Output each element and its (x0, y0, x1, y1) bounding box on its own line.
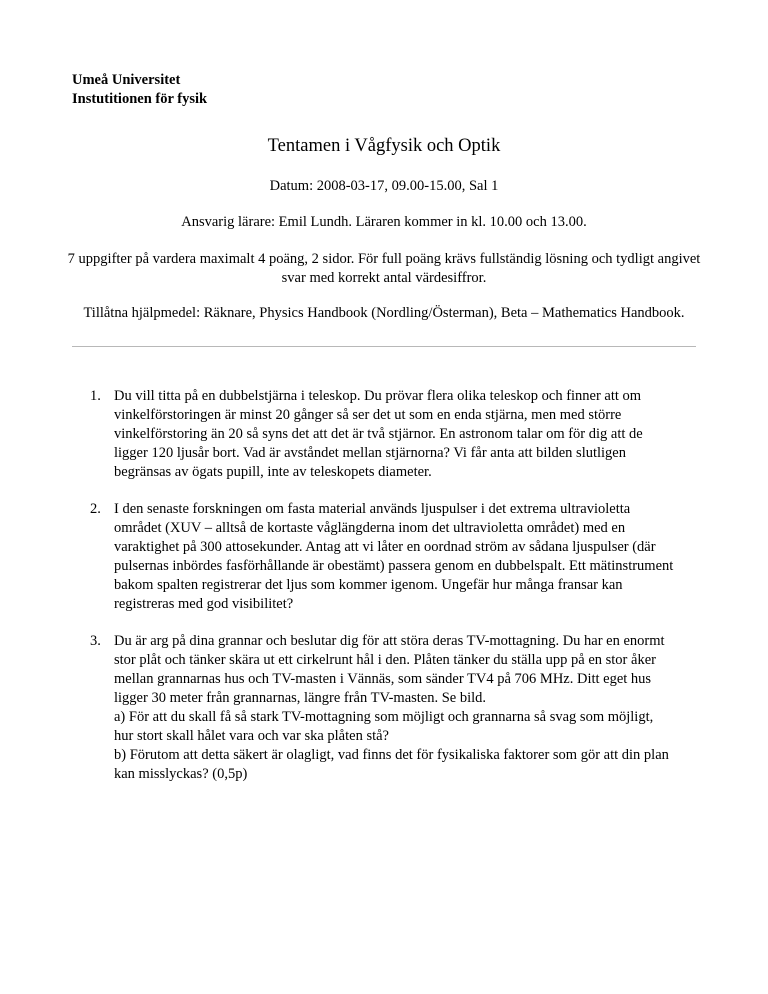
allowed-aids: Tillåtna hjälpmedel: Räknare, Physics Handbook (Nordling/Österman), Beta – Mathematics Handbook. (83, 305, 685, 321)
question-line: ligger 120 ljusår bort. Vad är avståndet mellan stjärnorna? Vi får anta att bilden slutligen (114, 445, 626, 461)
tasks-info: 7 uppgifter på vardera maximalt 4 poäng, 2 sidor. För full poäng krävs fullständig lösning och tydligt angivet svar med korrekt antal värdesiffror. (67, 251, 701, 286)
horizontal-divider (72, 346, 696, 347)
question-line: området (XUV – alltså de kortaste våglängderna inom det ultravioletta området) med en (114, 520, 626, 536)
question-number: 1. (90, 388, 101, 404)
question-3 (90, 632, 702, 784)
question-line: pulsernas inbördes fasförhållande är obestämt) passera genom en dubbelspalt. Ett mätinstrument (114, 558, 674, 574)
question-line: bakom spalten registrerar det ljus som kommer igenom. Ungefär hur många fransar kan (114, 577, 623, 593)
question-line: registreras med god visibilitet? (114, 596, 294, 612)
question-2 (90, 500, 702, 614)
exam-title: Tentamen i Vågfysik och Optik (267, 136, 501, 156)
question-text (114, 632, 702, 784)
question-line: a) För att du skall få så stark TV-mottagning som möjligt och grannarna så svag som möjligt, (114, 709, 654, 725)
question-line: stor plåt och tänker skära ut ett cirkelrunt hål i den. Plåten tänker du ställa upp på en stor åker (114, 652, 656, 668)
responsible-teacher: Ansvarig lärare: Emil Lundh. Läraren kommer in kl. 10.00 och 13.00. (181, 214, 587, 230)
question-line: Du vill titta på en dubbelstjärna i teleskop. Du prövar flera olika teleskop och finner att om (114, 388, 642, 404)
question-line: mellan grannarnas hus och TV-masten i Vännäs, som sänder TV4 på 706 MHz. Ditt eget hus (114, 671, 652, 687)
question-list (90, 387, 702, 802)
question-line: Du är arg på dina grannar och beslutar dig för att störa deras TV-mottagning. Du har en enormt (114, 633, 665, 649)
page-header (72, 71, 207, 109)
question-number: 2. (90, 501, 101, 517)
question-line: I den senaste forskningen om fasta material används ljuspulser i det extrema ultravioletta (114, 501, 631, 517)
question-line: vinkelförstoringen är minst 20 gånger så ser det ut som en enda stjärna, men med större (114, 407, 622, 423)
question-text (114, 387, 702, 482)
question-line: ligger 30 meter från grannarnas, längre från TV-masten. Se bild. (114, 690, 487, 706)
question-number: 3. (90, 633, 101, 649)
exam-date: Datum: 2008-03-17, 09.00-15.00, Sal 1 (269, 178, 499, 194)
question-line: varaktighet på 300 attosekunder. Antag att vi låter en oordnad ström av sådana ljuspulser (där (114, 539, 656, 555)
question-line: hur stort skall hålet vara och var ska plåten stå? (114, 728, 389, 744)
question-text (114, 500, 702, 614)
question-line: kan misslyckas? (0,5p) (114, 766, 248, 782)
question-line: vinkelförstoring än 20 så syns det att det är två stjärnor. En astronom talar om för dig att de (114, 426, 643, 442)
university-name: Umeå Universitet (72, 72, 181, 88)
question-1 (90, 387, 702, 482)
institution-name: Instutitionen för fysik (72, 91, 208, 107)
question-line: b) Förutom att detta säkert är olagligt, vad finns det för fysikaliska faktorer som gör att din plan (114, 747, 669, 763)
question-line: begränsas av ögats pupill, inte av teleskopets diameter. (114, 464, 432, 480)
